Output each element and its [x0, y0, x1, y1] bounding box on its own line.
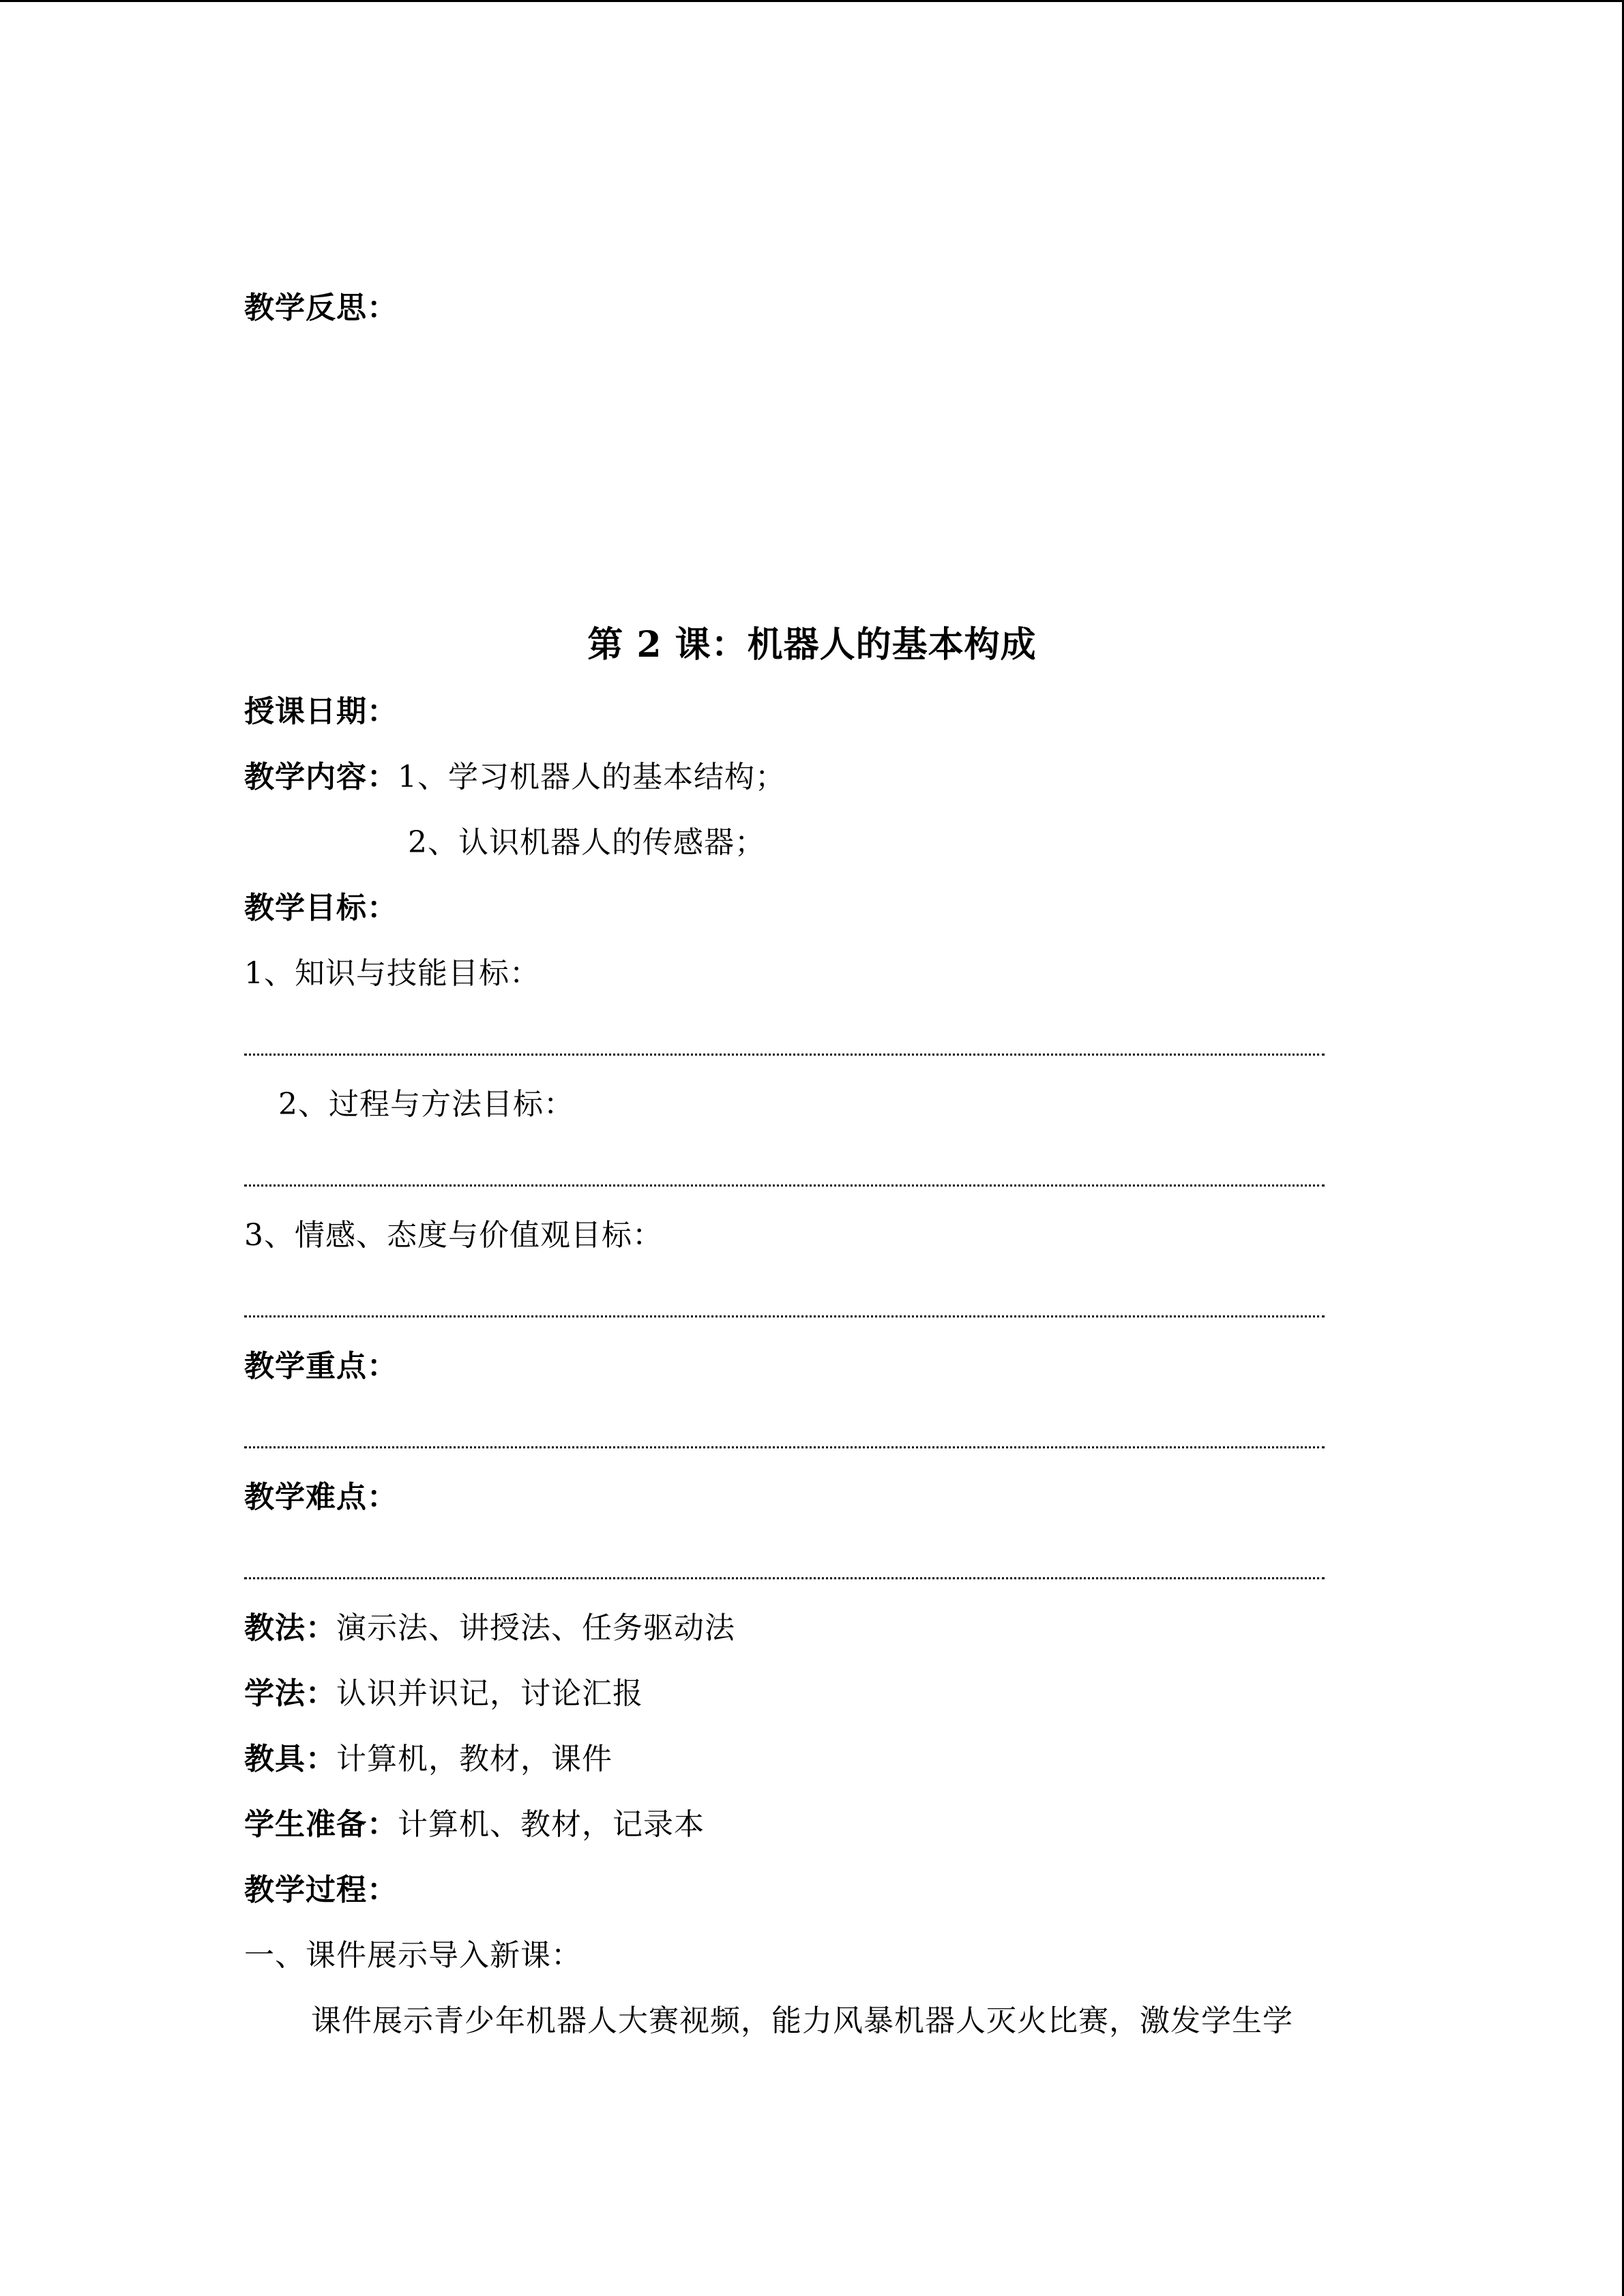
content-item-2: 2、认识机器人的传感器；	[408, 825, 765, 860]
content-item-1: 1、学习机器人的基本结构；	[398, 760, 786, 794]
teaching-method-label: 教法：	[244, 1611, 336, 1645]
blank-line-knowledge	[244, 1054, 1325, 1056]
process-label: 教学过程：	[244, 1873, 398, 1907]
blank-line-difficulties	[244, 1577, 1325, 1579]
date-label: 授课日期：	[244, 694, 398, 729]
difficulties-label: 教学难点：	[244, 1480, 398, 1515]
tools-label: 教具：	[244, 1742, 336, 1776]
learning-method-label: 学法：	[244, 1676, 336, 1711]
teaching-method-value: 演示法、讲授法、任务驱动法	[336, 1611, 735, 1645]
learning-method-row	[244, 1675, 643, 1713]
date-row	[244, 693, 398, 731]
process-step-1-text: 课件展示青少年机器人大赛视频，能力风暴机器人灭火比赛，激发学生学	[311, 2003, 1293, 2038]
tools-row	[244, 1740, 612, 1778]
objective-process: 2、过程与方法目标：	[278, 1087, 574, 1122]
blank-line-key-points	[244, 1446, 1325, 1448]
content-label: 教学内容：	[244, 760, 398, 794]
student-prep-row	[244, 1806, 705, 1844]
objectives-label: 教学目标：	[244, 891, 398, 925]
reflection-label: 教学反思：	[244, 290, 398, 325]
student-prep-value: 计算机、教材，记录本	[398, 1807, 705, 1842]
lesson-title: 第 2 课：机器人的基本构成	[587, 624, 1037, 666]
tools-value: 计算机，教材，课件	[336, 1742, 612, 1776]
process-step-1: 一、课件展示导入新课：	[244, 1938, 582, 1973]
learning-method-value: 认识并识记，讨论汇报	[336, 1676, 643, 1711]
blank-line-emotion	[244, 1315, 1325, 1317]
blank-line-process	[244, 1184, 1325, 1187]
student-prep-label: 学生准备：	[244, 1807, 398, 1842]
key-points-label: 教学重点：	[244, 1349, 398, 1384]
objective-knowledge: 1、知识与技能目标：	[244, 956, 540, 991]
teaching-method-row	[244, 1609, 735, 1648]
objective-emotion: 3、情感、态度与价值观目标：	[244, 1218, 663, 1253]
content-row	[244, 758, 786, 796]
page-top-border	[0, 0, 1624, 2]
